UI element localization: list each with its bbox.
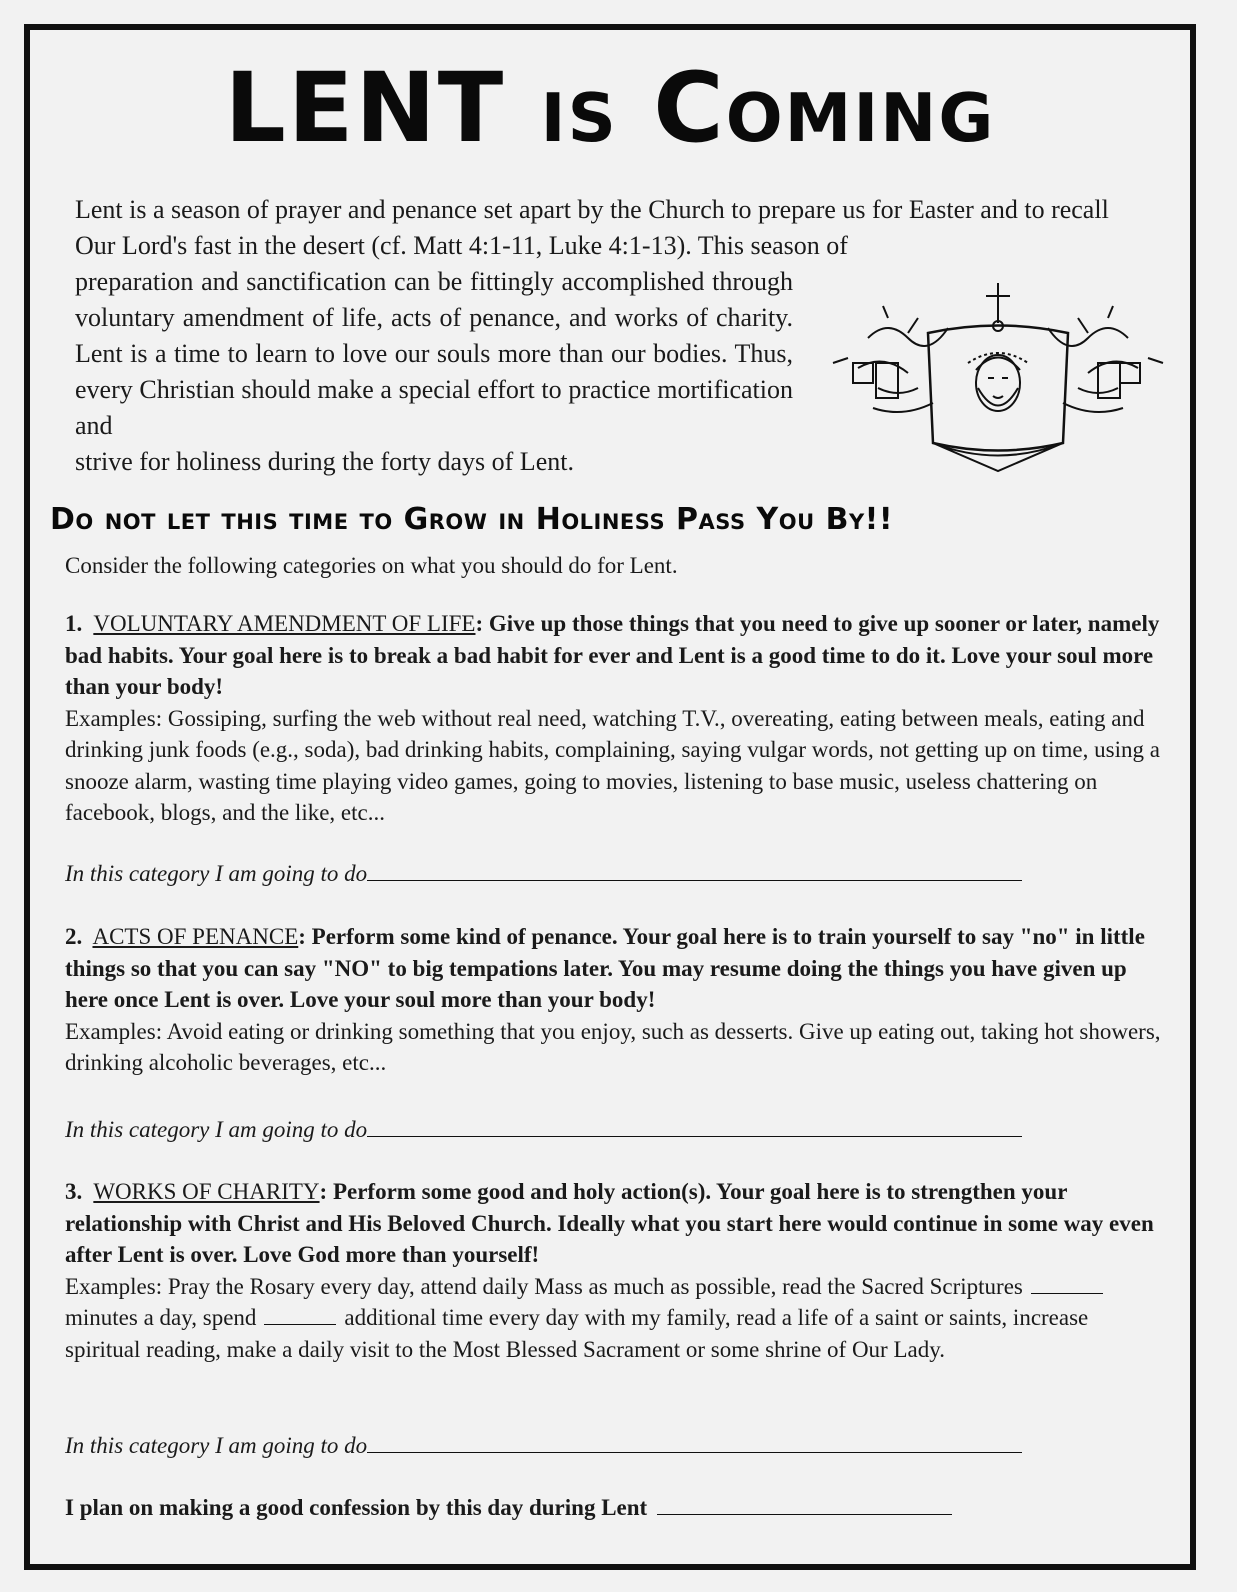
intro-paragraph-wrapped: preparation and sanctification can be fittingly accomplished through voluntary amendment of life, acts of penance, and works of charity. Lent is a time to learn to love our souls more than our bodies. Thus, every Christian should make a special effort to practice mortification and <box>75 267 793 440</box>
commitment-line-2[interactable] <box>65 1114 1022 1145</box>
commitment-label: In this category I am going to do <box>65 861 368 886</box>
examples-part-b: minutes a day, spend <box>65 1305 257 1330</box>
category-number: 2. <box>65 924 83 949</box>
category-voluntary-amendment <box>65 608 1165 829</box>
confession-date-blank[interactable] <box>657 1492 952 1515</box>
commitment-label: In this category I am going to do <box>65 1433 368 1458</box>
category-title: ACTS OF PENANCE <box>92 924 299 949</box>
intro-paragraph-last-line: strive for holiness during the forty days of Lent. <box>75 447 574 476</box>
time-blank[interactable] <box>264 1304 336 1325</box>
minutes-blank[interactable] <box>1031 1273 1103 1294</box>
category-works-of-charity <box>65 1176 1165 1365</box>
commitment-blank[interactable] <box>367 858 1022 881</box>
examples-part-a: Examples: Pray the Rosary every day, attend daily Mass as much as possible, read the Sacred Scriptures <box>65 1273 1023 1299</box>
commitment-blank[interactable] <box>367 1114 1022 1137</box>
commitment-line-3[interactable] <box>65 1430 1022 1461</box>
category-acts-of-penance <box>65 921 1165 1079</box>
category-description: : Perform some good and holy action(s). Your goal here is to strengthen your relationship with Christ and His Beloved Church. Ideally what you start here would continue in some way even after Lent is over. Love God more than yourself! <box>65 1179 1154 1267</box>
confession-pledge[interactable] <box>65 1492 952 1523</box>
category-number: 3. <box>65 1179 83 1204</box>
category-examples <box>65 1271 1165 1366</box>
intro-paragraph-top: Lent is a season of prayer and penance set apart by the Church to prepare us for Easter and to recall Our Lord's fast in the desert (cf. Matt 4:1-11, Luke 4:1-13). This season of <box>75 195 1109 260</box>
section-heading: Do not let this time to Grow in Holiness Pass You By!! <box>50 502 894 537</box>
category-title: WORKS OF CHARITY <box>93 1179 320 1204</box>
category-number: 1. <box>65 611 83 636</box>
instructions-text: Consider the following categories on what you should do for Lent. <box>65 553 678 578</box>
confession-label: I plan on making a good confession by this day during Lent <box>65 1495 648 1520</box>
commitment-label: In this category I am going to do <box>65 1117 368 1142</box>
category-title: VOLUNTARY AMENDMENT OF LIFE <box>93 611 476 636</box>
category-description: : Give up those things that you need to give up sooner or later, namely bad habits. Your goal here is to break a bad habit for ever and Lent is a good time to do it. Love your soul more than your body! <box>65 611 1160 699</box>
commitment-line-1[interactable] <box>65 858 1022 889</box>
category-description: : Perform some kind of penance. Your goal here is to train yourself to say "no" in little things so that you can say "NO" to big tempations later. You may resume doing the things you have given up here once Lent is over. Love your soul more than your body! <box>65 924 1145 1012</box>
examples-part-c: additional time every day with my family, read a life of a saint or saints, increase spiritual reading, make a daily visit to the Most Blessed Sacrament or some shrine of Our Lady. <box>65 1305 1089 1362</box>
page-title: LENT is Coming <box>224 52 996 164</box>
commitment-blank[interactable] <box>367 1430 1022 1453</box>
category-examples: Examples: Gossiping, surfing the web without real need, watching T.V., overeating, eating between meals, eating and drinking junk foods (e.g., soda), bad drinking habits, complaining, saying vulgar words, not getting up on time, using a snooze alarm, wasting time playing video games, going to movies, listening to base music, useless chattering on facebook, blogs, and the like, etc... <box>65 705 1160 825</box>
category-examples: Examples: Avoid eating or drinking something that you enjoy, such as desserts. Give up eating out, taking hot showers, drinking alcoholic beverages, etc... <box>65 1018 1161 1075</box>
page-border <box>24 24 1196 1570</box>
veil-of-veronica-illustration <box>828 278 1168 478</box>
